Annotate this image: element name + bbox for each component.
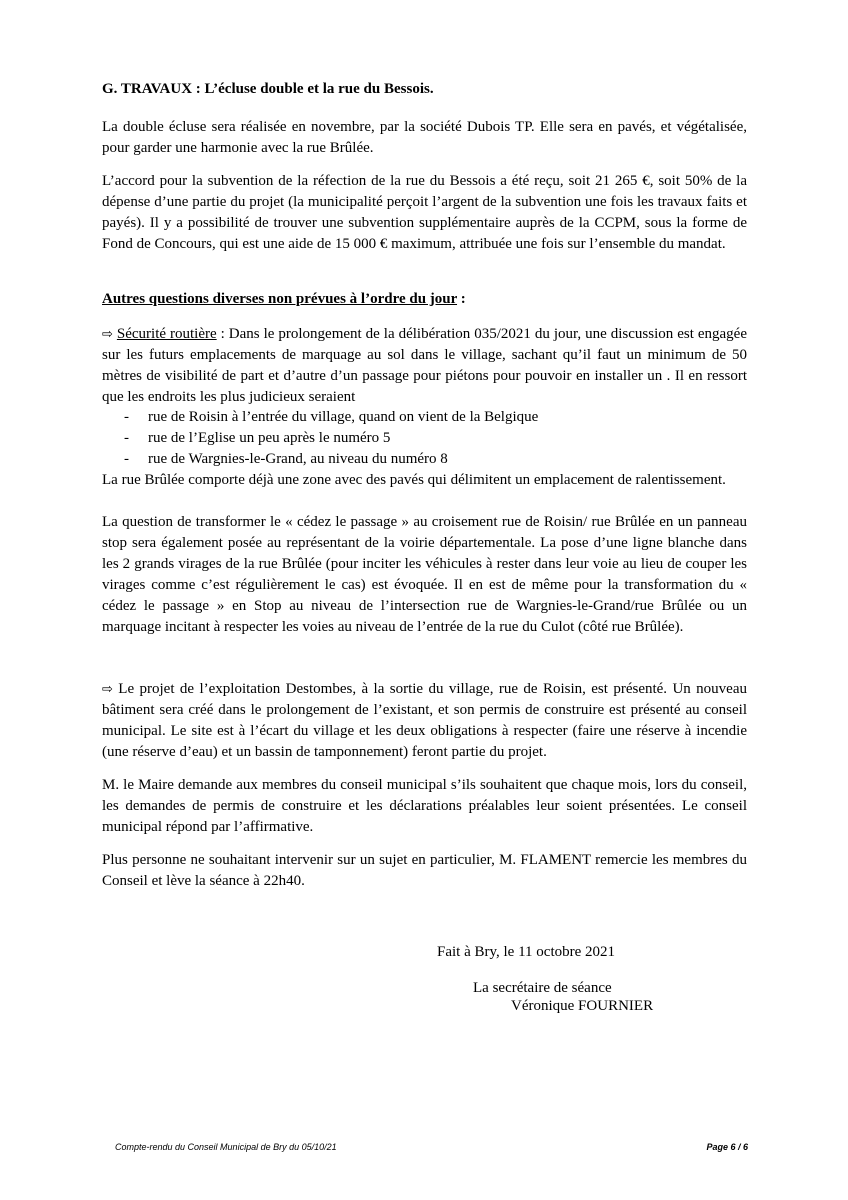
ralentissement-paragraph: La rue Brûlée comporte déjà une zone avec des pavés qui délimitent un emplacement de ralentissement. [102,472,726,488]
projet-text: Le projet de l’exploitation Destombes, à la sortie du village, rue de Roisin, est présenté. Un nouveau bâtiment sera créé dans le prolongement de l’existant, et son permis de construire est présenté au conseil municipal. Le site est à l’écart du village et les deux obligations à respecter (faire une réserve à incendie (une réserve d’eau) et un bassin de tamponnement) feront partie du projet. [102,681,747,760]
list-item-text: rue de Wargnies-le-Grand, au niveau du numéro 8 [148,451,448,467]
list-item-text: rue de Roisin à l’entrée du village, quand on vient de la Belgique [148,409,539,425]
signature-role: La secrétaire de séance [473,980,612,996]
list-item [102,407,747,428]
right-arrow-icon: ⇨ [102,682,113,697]
maire-paragraph: M. le Maire demande aux membres du conseil municipal s’ils souhaitent que chaque mois, lors du conseil, les demandes de permis de construire et les déclarations préalables leur soient présentées. Le conseil municipal répond par l’affirmative. [102,777,747,835]
list-item-text: rue de l’Eglise un peu après le numéro 5 [148,430,391,446]
cedez-passage-paragraph: La question de transformer le « cédez le passage » au croisement rue de Roisin/ rue Brûlée en un panneau stop sera également posée au représentant de la voirie départementale. La pose d’une ligne blanche dans les 2 grands virages de la rue Brûlée (pour inciter les véhicules à rester dans leur voie au lieu de couper les virages comme c’est régulièrement le cas) est évoquée. Il en est de même pour la transformation du « cédez le passage » en Stop au niveau de l’intersection rue de Wargnies-le-Grand/rue Brûlée ou un marquage incitant à respecter les voies au niveau de l’entrée de la rue du Culot (côté rue Brûlée). [102,514,747,635]
signature-name: Véronique FOURNIER [511,998,654,1014]
dash-bullet: - [124,430,129,446]
closing-paragraph: Plus personne ne souhaitant intervenir sur un sujet en particulier, M. FLAMENT remercie les membres du Conseil et lève la séance à 22h40. [102,852,747,889]
footer-title: Compte-rendu du Conseil Municipal de Bry du 05/10/21 [115,1142,337,1152]
right-arrow-icon: ⇨ [102,327,113,342]
autres-questions-title: Autres questions diverses non prévues à l’ordre du jour [102,291,458,307]
dash-bullet: - [124,409,129,425]
autres-questions-colon: : [457,291,466,307]
securite-paragraph [102,324,747,408]
section-title: G. TRAVAUX : L’écluse double et la rue du Bessois. [102,81,434,97]
securite-intro: : Dans le prolongement de la délibération 035/2021 du jour, une discussion est engagée sur les futurs emplacements de marquage au sol dans le village, sachant qu’il faut un minimum de 50 mètres de visibilité de part et d’autre d’un passage pour piétons pour pouvoir en installer un . Il en ressort que les endroits les plus judicieux seraient [102,326,747,405]
signature-date: Fait à Bry, le 11 octobre 2021 [437,944,616,960]
projet-paragraph [102,679,747,763]
list-item [102,428,747,449]
travaux-paragraph-1: La double écluse sera réalisée en novembre, par la société Dubois TP. Elle sera en pavés, et végétalisée, pour garder une harmonie avec la rue Brûlée. [102,119,747,156]
autres-questions-heading [102,289,747,310]
list-item [102,449,747,470]
securite-label: Sécurité routière [116,326,217,342]
dash-bullet: - [124,451,129,467]
locations-list [102,407,747,470]
footer-page-number: Page 6 / 6 [706,1142,748,1152]
travaux-paragraph-2: L’accord pour la subvention de la réfection de la rue du Bessois a été reçu, soit 21 265 €, soit 50% de la dépense d’une partie du projet (la municipalité perçoit l’argent de la subvention une fois les travaux faits et payés). Il y a possibilité de trouver une subvention supplémentaire auprès de la CCPM, sous la forme de Fond de Concours, qui est une aide de 15 000 € maximum, attribuée une fois sur l’ensemble du mandat. [102,173,747,252]
